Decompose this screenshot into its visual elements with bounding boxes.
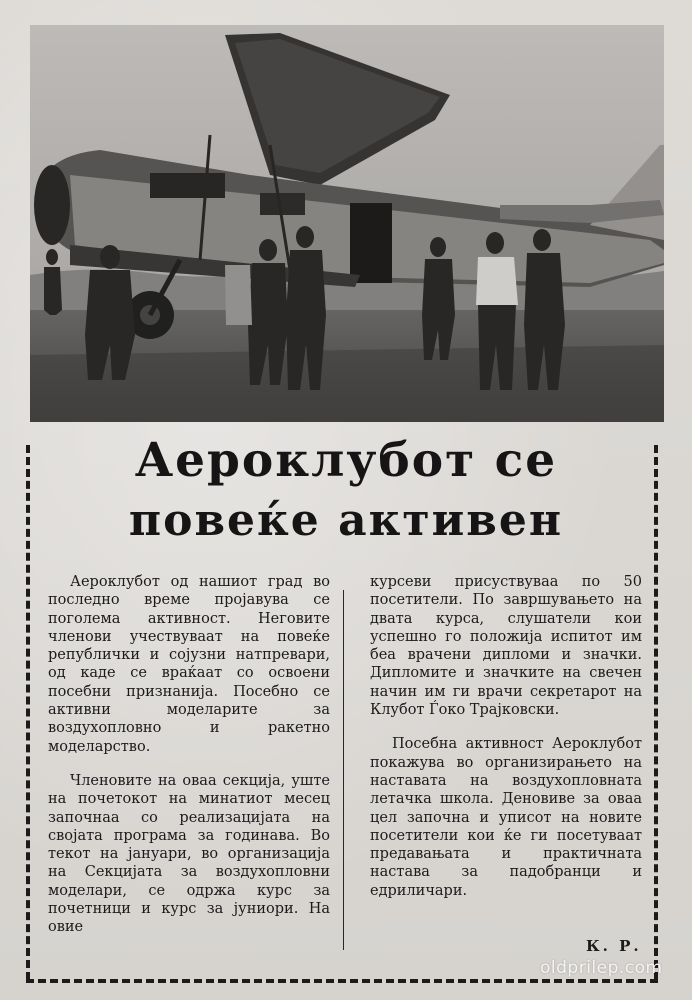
paragraph: Посебна активност Аероклубот покажува во организирањето на наставата на воздухопловната летачка школа. Деновиве за оваа цел започна и уписот на новите посетители кои ќе ги посетуваат предавањата и практичната настава за падобранци и едриличари. — [370, 736, 642, 899]
column-divider — [343, 590, 344, 950]
right-dashed-border — [654, 445, 658, 980]
article-photo — [30, 25, 664, 422]
headline-line-1: Аероклубот се — [134, 433, 558, 488]
article-column-right — [370, 573, 642, 900]
paragraph: Аероклубот од нашиот град во последно време проjавува се поголема активност. Неговите членови учествуваат на повеќе републички и сојузни натпревари, од каде се враќаат со освоени посебни признанија. Посебно се активни моделарите за воздухопловно и ракетно моделарство. — [48, 574, 330, 755]
biplane-photo-illustration — [30, 25, 664, 422]
headline-line-2: повеќе активен — [128, 495, 564, 546]
paragraph: Членовите на оваа секција, уште на почетокот на минатиот месец започнаа со реализацијата на својата програма за годинава. Во текот на јануари, во организација на Секцијата за воздухопловни моделари, се одржа курс за почетници и курс за јуниори. На овие — [48, 772, 330, 936]
article-headline — [40, 430, 652, 550]
author-initials: К. Р. — [586, 937, 642, 955]
watermark: oldprilep.com — [540, 958, 663, 978]
bottom-dashed-border — [26, 979, 658, 983]
left-dashed-border — [26, 445, 30, 980]
article-column-left — [48, 573, 330, 937]
paragraph: курсеви присуствуваа по 50 посетители. По завршувањето на двата курса, слушатели кои успешно го положија испитот им беа врачени дипломи и значки. Дипломите и значките на свечен начин им ги врачи секретарот на Клубот Ѓоко Трајковски. — [370, 574, 642, 719]
